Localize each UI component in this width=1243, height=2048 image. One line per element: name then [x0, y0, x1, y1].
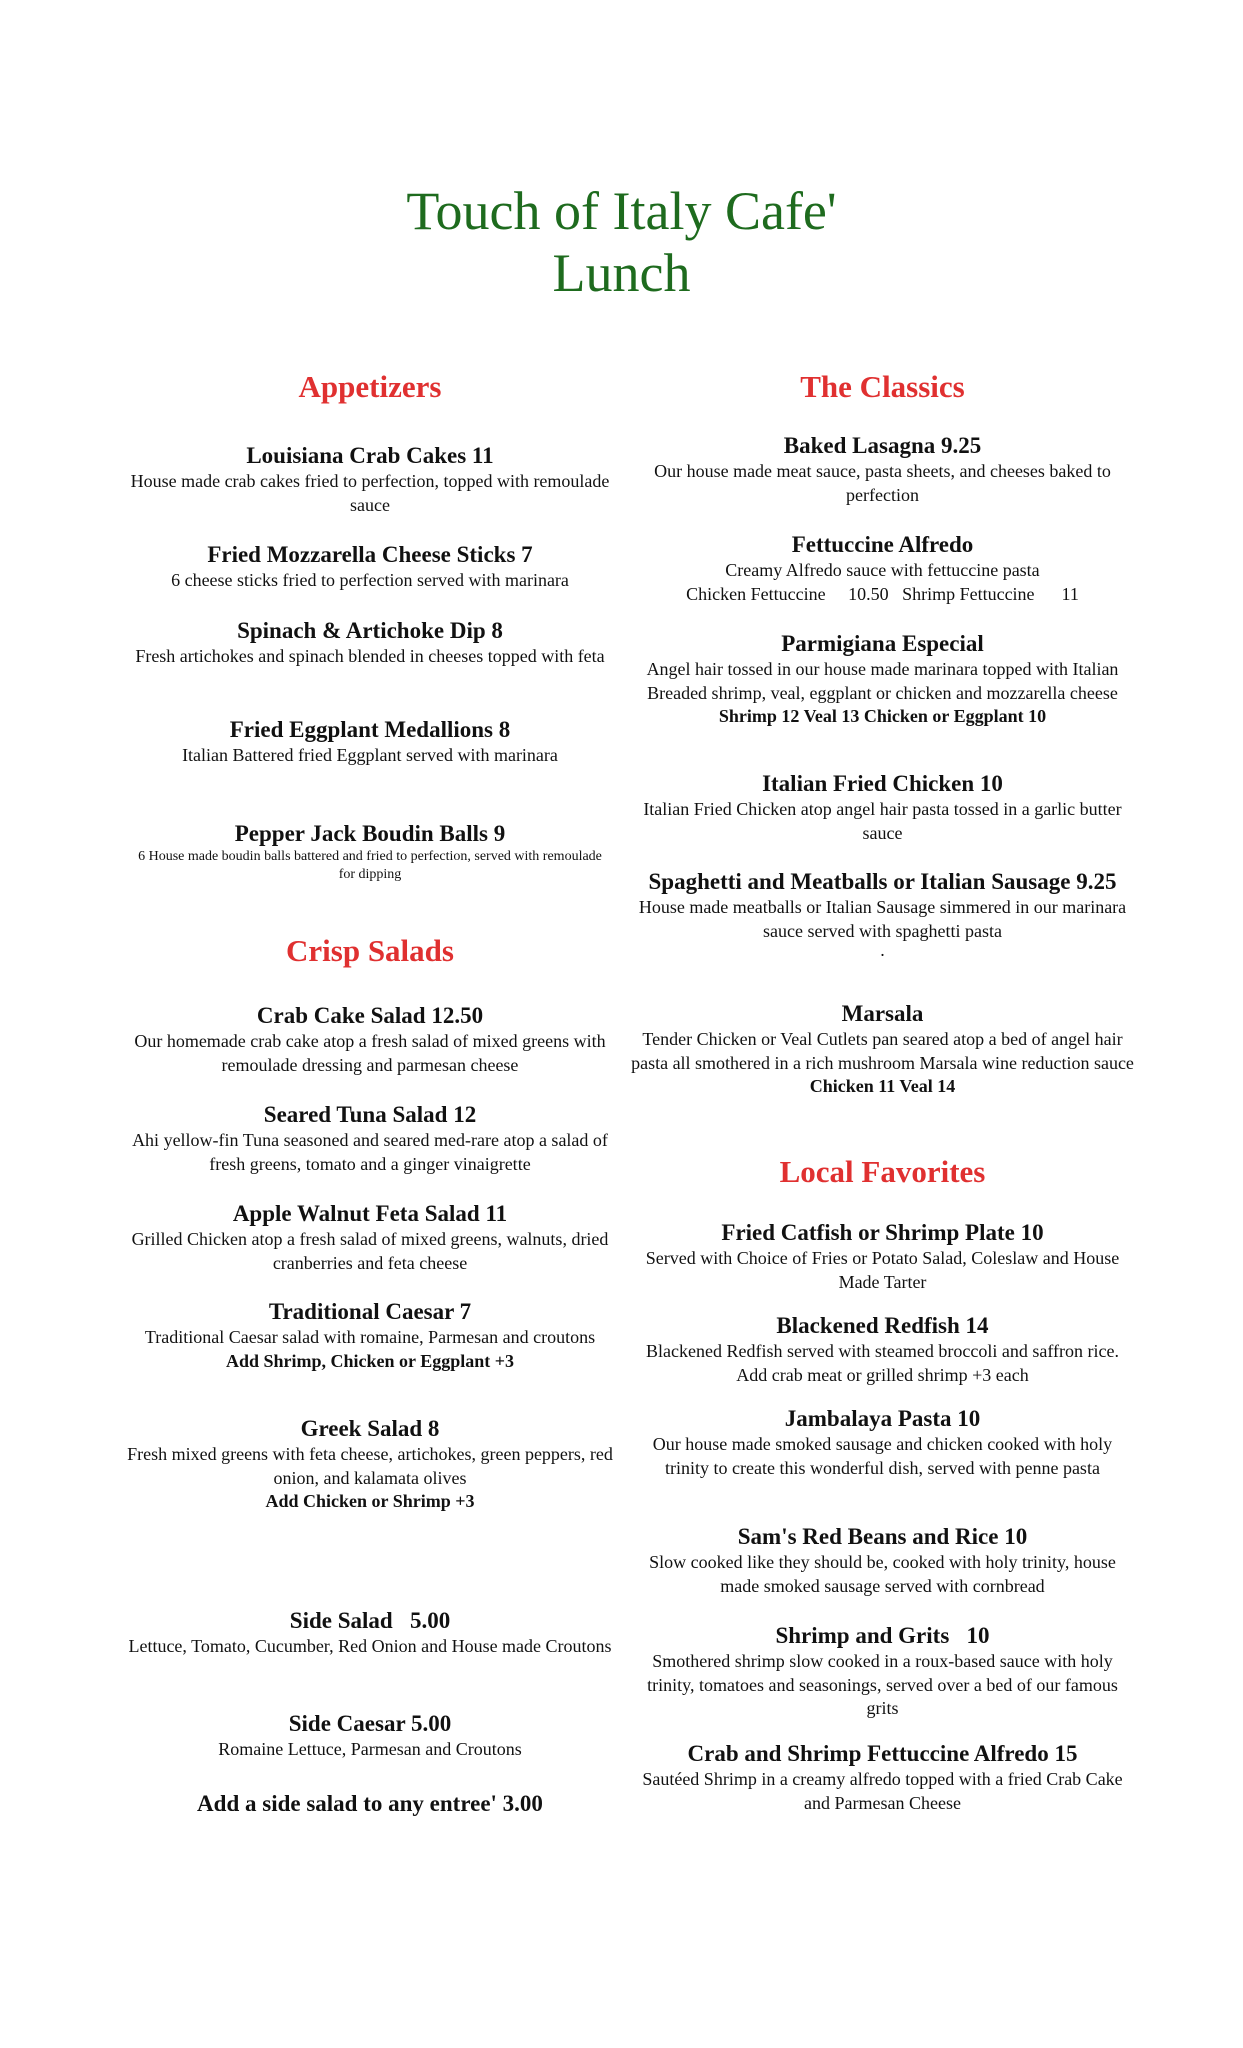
item-name: Fried Eggplant Medallions 8 [229, 717, 511, 742]
section-heading-classics: The Classics [800, 369, 965, 404]
menu-item [630, 868, 1135, 960]
item-description: Our house made meat sauce, pasta sheets, and cheeses baked to perfection [654, 461, 1111, 505]
item-description: Fresh artichokes and spinach blended in cheeses topped with feta [135, 646, 605, 666]
item-separator-dot: . [880, 940, 885, 960]
menu-item [115, 1607, 625, 1659]
side-salad-note: Add a side salad to any entree' 3.00 [197, 1791, 543, 1816]
menu-item [630, 630, 1135, 729]
item-description: 6 cheese sticks fried to perfection served with marinara [171, 570, 569, 590]
item-name: Traditional Caesar 7 [268, 1299, 472, 1324]
item-addon: Add Shrimp, Chicken or Eggplant +3 [226, 1350, 514, 1371]
menu-item [115, 1101, 625, 1176]
section-heading-salads: Crisp Salads [286, 933, 454, 968]
item-description: House made meatballs or Italian Sausage simmered in our marinara sauce served with spaghetti pasta [638, 897, 1127, 941]
item-description: Italian Battered fried Eggplant served with marinara [182, 745, 558, 765]
menu-item [630, 1000, 1135, 1099]
item-description: Creamy Alfredo sauce with fettuccine pasta [725, 560, 1040, 580]
menu-title: Touch of Italy Cafe' [406, 181, 837, 241]
menu-item [630, 770, 1135, 845]
item-name: Greek Salad 8 [300, 1416, 440, 1441]
item-description: Sautéed Shrimp in a creamy alfredo topped with a fried Crab Cake and Parmesan Cheese [642, 1769, 1123, 1813]
item-description: Italian Fried Chicken atop angel hair pasta tossed in a garlic butter sauce [643, 799, 1122, 843]
section-heading-appetizers: Appetizers [298, 369, 442, 404]
item-name: Shrimp and Grits 10 [775, 1623, 990, 1648]
menu-item [630, 1523, 1135, 1598]
item-description: Tender Chicken or Veal Cutlets pan seared atop a bed of angel hair pasta all smothered in a rich mushroom Marsala wine reduction sauce [631, 1029, 1134, 1073]
item-name: Seared Tuna Salad 12 [263, 1102, 477, 1127]
menu-item [115, 716, 625, 768]
menu-item [115, 1200, 625, 1275]
menu-item [115, 442, 625, 517]
menu-item [630, 1740, 1135, 1815]
item-name: Fried Catfish or Shrimp Plate 10 [721, 1220, 1044, 1245]
menu-item [115, 541, 625, 593]
menu-item [630, 1405, 1135, 1480]
item-description: Angel hair tossed in our house made marinara topped with Italian Breaded shrimp, veal, eggplant or chicken and mozzarella cheese [646, 659, 1119, 703]
item-description: Slow cooked like they should be, cooked with holy trinity, house made smoked sausage served with cornbread [649, 1552, 1116, 1596]
item-description: Smothered shrimp slow cooked in a roux-based sauce with holy trinity, tomatoes and seasonings, served over a bed of our famous grits [647, 1651, 1118, 1718]
item-name: Pepper Jack Boudin Balls 9 [234, 821, 506, 846]
menu-subtitle: Lunch [552, 243, 691, 303]
item-name: Sam's Red Beans and Rice 10 [737, 1524, 1028, 1549]
item-description: Ahi yellow-fin Tuna seasoned and seared med-rare atop a salad of fresh greens, tomato and a ginger vinaigrette [132, 1130, 608, 1174]
item-description: Romaine Lettuce, Parmesan and Croutons [218, 1739, 522, 1759]
item-addon: Add Chicken or Shrimp +3 [265, 1491, 475, 1511]
item-name: Crab and Shrimp Fettuccine Alfredo 15 [687, 1741, 1078, 1766]
item-description: Grilled Chicken atop a fresh salad of mixed greens, walnuts, dried cranberries and feta cheese [131, 1229, 609, 1273]
menu-item [630, 1312, 1135, 1387]
section-heading-favorites: Local Favorites [779, 1154, 986, 1189]
item-name: Baked Lasagna 9.25 [783, 433, 982, 458]
item-name: Italian Fried Chicken 10 [762, 771, 1003, 796]
menu-item [115, 1415, 625, 1514]
item-prices: Chicken 11 Veal 14 [809, 1076, 956, 1096]
menu-item [630, 1622, 1135, 1721]
item-prices: Shrimp 12 Veal 13 Chicken or Eggplant 10 [718, 706, 1047, 726]
item-description: Our homemade crab cake atop a fresh salad of mixed greens with remoulade dressing and parmesan cheese [134, 1031, 606, 1075]
item-name: Marsala [841, 1001, 924, 1026]
menu-item [115, 617, 625, 669]
menu-item [115, 1002, 625, 1077]
item-name: Apple Walnut Feta Salad 11 [232, 1201, 508, 1226]
item-description: 6 House made boudin balls battered and fried to perfection, served with remoulade for dipping [138, 849, 602, 882]
item-name: Side Salad 5.00 [289, 1608, 451, 1633]
item-description: Traditional Caesar salad with romaine, Parmesan and croutons [144, 1327, 596, 1347]
item-name: Blackened Redfish 14 [776, 1313, 989, 1338]
item-name: Parmigiana Especial [781, 631, 984, 656]
item-description: Fresh mixed greens with feta cheese, artichokes, green peppers, red onion, and kalamata olives [127, 1444, 613, 1488]
item-name: Side Caesar 5.00 [288, 1711, 452, 1736]
item-prices: Chicken Fettuccine 10.50 Shrimp Fettuccine 11 [686, 583, 1079, 604]
menu-item [630, 432, 1135, 507]
item-name: Fettuccine Alfredo [791, 532, 974, 557]
item-name: Fried Mozzarella Cheese Sticks 7 [207, 542, 533, 567]
item-description: Lettuce, Tomato, Cucumber, Red Onion and House made Croutons [128, 1636, 612, 1656]
item-name: Crab Cake Salad 12.50 [256, 1003, 484, 1028]
menu-item [115, 1710, 625, 1762]
item-name: Louisiana Crab Cakes 11 [246, 443, 494, 468]
menu-item [115, 1298, 625, 1373]
item-name: Spinach & Artichoke Dip 8 [237, 618, 503, 643]
item-description: Served with Choice of Fries or Potato Salad, Coleslaw and House Made Tarter [645, 1248, 1120, 1292]
item-description: House made crab cakes fried to perfection, topped with remoulade sauce [130, 471, 610, 515]
item-name: Spaghetti and Meatballs or Italian Sausage 9.25 [648, 869, 1117, 894]
menu-item [630, 531, 1135, 606]
menu-item [630, 1219, 1135, 1294]
item-description: Blackened Redfish served with steamed broccoli and saffron rice. Add crab meat or grilled shrimp +3 each [645, 1341, 1137, 1385]
item-description: Our house made smoked sausage and chicken cooked with holy trinity to create this wonderful dish, served with penne pasta [652, 1434, 1113, 1478]
menu-item [130, 820, 610, 884]
item-name: Jambalaya Pasta 10 [784, 1406, 981, 1431]
